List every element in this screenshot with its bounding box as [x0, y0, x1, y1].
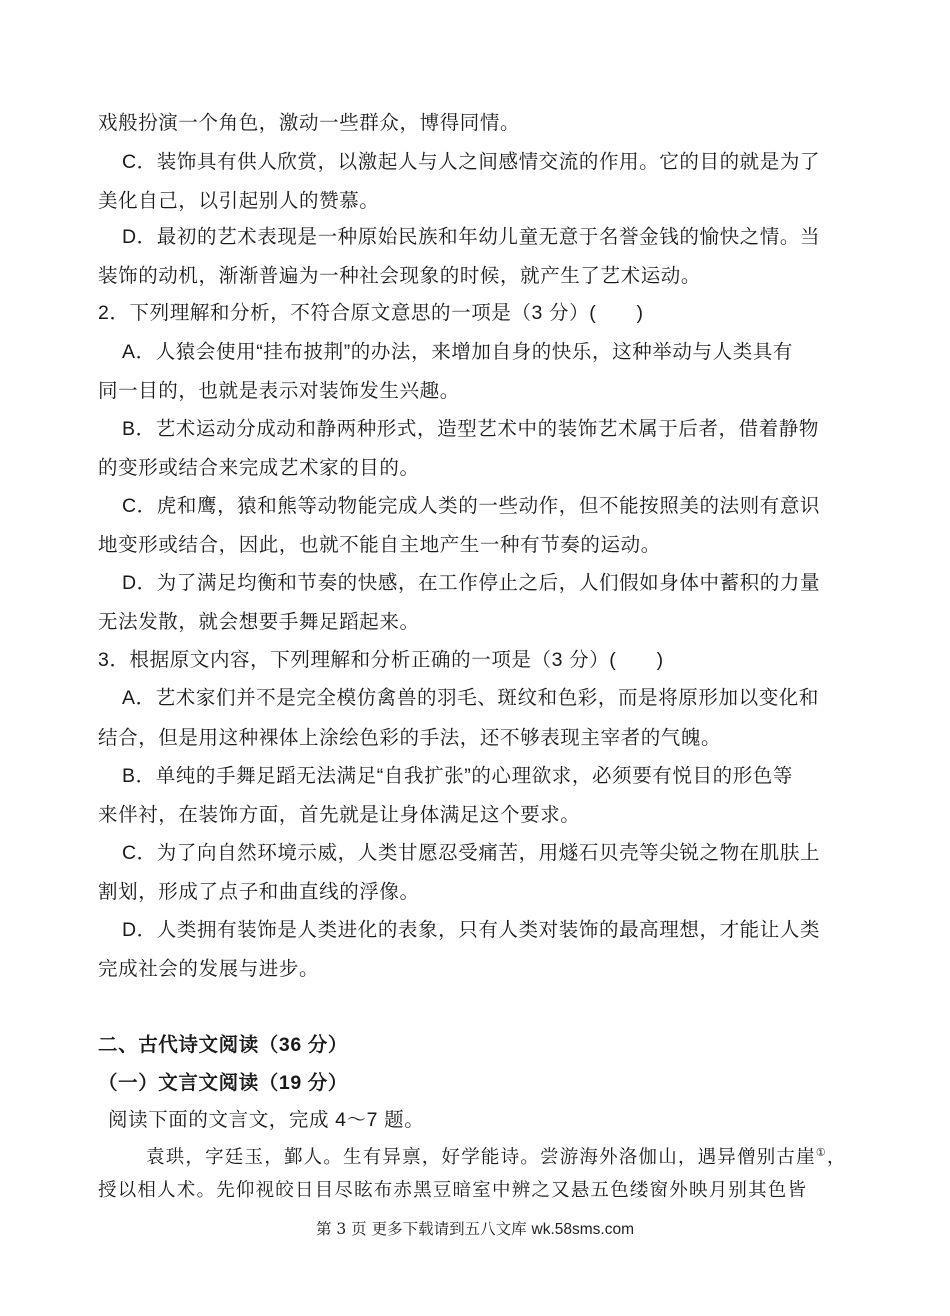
text-line: 戏般扮演一个角色，激动一些群众，博得同情。 [98, 112, 521, 134]
q3-option-b: B．单纯的手舞足蹈无法满足“自我扩张”的心理欲求，必须要有悦目的形色等 [122, 765, 793, 787]
option-c-line: C．装饰具有供人欣赏，以激起人与人之间感情交流的作用。它的目的就是为了 [122, 151, 821, 173]
text-line: 无法发散，就会想要手舞足蹈起来。 [98, 611, 420, 633]
q3-option-a: A．艺术家们并不是完全模仿禽兽的羽毛、斑纹和色彩，而是将原形加以变化和 [122, 687, 820, 709]
question-3: 3．根据原文内容，下列理解和分析正确的一项是（3 分）( ) [98, 649, 664, 671]
text-line: 同一目的，也就是表示对装饰发生兴趣。 [98, 380, 460, 402]
footer-text: 第 3 页 更多下载请到五八文库 [315, 1220, 532, 1238]
text-line: 结合，但是用这种裸体上涂绘色彩的手法，还不够表现主宰者的气魄。 [98, 727, 722, 749]
q3-option-d: D．人类拥有装饰是人类进化的表象，只有人类对装饰的最高理想，才能让人类 [122, 919, 821, 941]
text-line: 地变形或结合，因此，也就不能自主地产生一种有节奏的运动。 [98, 534, 661, 556]
text-line: 割划，形成了点子和曲直线的浮像。 [98, 881, 420, 903]
classical-text-line [146, 1145, 906, 1171]
q2-option-b: B．艺术运动分成动和静两种形式，造型艺术中的装饰艺术属于后者，借着静物 [122, 418, 820, 440]
section-heading: 二、古代诗文阅读（36 分） [98, 1034, 349, 1056]
option-d-line: D．最初的艺术表现是一种原始民族和年幼儿童无意于名誉金钱的愉快之情。当 [122, 226, 821, 248]
classical-text: 袁珙，字廷玉，鄞人。生有异禀，好学能诗。尝游海外洛伽山，遇异僧别古崖 [146, 1147, 816, 1168]
text-line: 美化自己，以引起别人的赞慕。 [98, 190, 380, 212]
classical-text-line: 授以相人术。先仰视皎日目尽眩布赤黑豆暗室中辨之又悬五色缕窗外映月别其色皆 [98, 1180, 808, 1201]
instruction-line: 阅读下面的文言文，完成 4～7 题。 [108, 1109, 425, 1131]
q2-option-c: C．虎和鹰，猿和熊等动物能完成人类的一些动作，但不能按照美的法则有意识 [122, 495, 821, 517]
subsection-heading: （一）文言文阅读（19 分） [98, 1072, 349, 1094]
footnote-marker[interactable]: ① [815, 1145, 827, 1159]
text-line: 来伴衬，在装饰方面，首先就是让身体满足这个要求。 [98, 804, 581, 826]
text-line: 装饰的动机，渐渐普遍为一种社会现象的时候，就产生了艺术运动。 [98, 265, 702, 287]
q3-option-c: C．为了向自然环境示威，人类甘愿忍受痛苦，用燧石贝壳等尖锐之物在肌肤上 [122, 842, 821, 864]
q2-option-d: D．为了满足均衡和节奏的快感，在工作停止之后，人们假如身体中蓄积的力量 [122, 572, 821, 594]
text-line: 完成社会的发展与进步。 [98, 958, 320, 980]
page-footer [0, 1218, 950, 1241]
question-2: 2．下列理解和分析，不符合原文意思的一项是（3 分）( ) [98, 302, 644, 324]
text-line: 的变形或结合来完成艺术家的目的。 [98, 457, 420, 479]
footer-link[interactable]: wk.58sms.com [531, 1221, 635, 1238]
classical-text-punct: ， [826, 1147, 847, 1168]
q2-option-a: A．人猿会使用“挂布披荆”的办法，来增加自身的快乐，这种举动与人类具有 [122, 341, 793, 363]
